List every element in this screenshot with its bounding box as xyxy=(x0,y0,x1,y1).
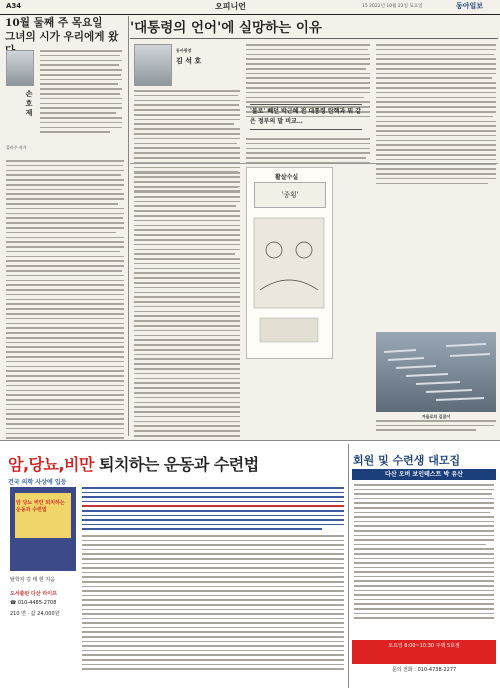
left-column-body xyxy=(40,50,122,136)
fish-photo xyxy=(376,332,496,412)
newspaper-logo: 동아일보 xyxy=(456,1,484,10)
author-role: 콜라주 작가 xyxy=(6,145,27,150)
section-name: 오피니언 xyxy=(215,2,246,11)
ad-divider xyxy=(348,444,349,688)
ad-topline xyxy=(4,444,344,450)
author-name: 손 호 제 xyxy=(25,90,34,116)
left-column-title-2: 그녀의 시가 우리에게 왔 xyxy=(5,31,119,43)
main-body-col3 xyxy=(376,44,496,187)
column-divider xyxy=(128,16,129,436)
ad-headline xyxy=(8,452,259,475)
page-number: A34 xyxy=(6,2,22,10)
writer-affiliation: 동아광장 xyxy=(176,48,192,53)
photo-body xyxy=(376,420,496,434)
ad-right-cta: 토요일 8:00~10:30 주택 5호점 xyxy=(352,640,496,664)
issue-date: 15 2022년 10월 22일 토요일 xyxy=(362,4,423,9)
photo-caption: 겨울로의 길잡이 xyxy=(421,414,451,419)
ad-right-phone: 문의 전화 : 010-4738-2277 xyxy=(391,667,457,673)
ad-right-subtitle: 다산 오버 보인테스트 박 유산 xyxy=(352,469,496,480)
writer-name: 김 석 호 xyxy=(176,56,202,65)
writer-photo xyxy=(134,44,172,86)
headline-rule xyxy=(130,38,498,39)
ad-author: 탈학지 김 태 현 지음 xyxy=(10,577,55,583)
ad-subline: 건국 의학 사상에 입등 xyxy=(8,479,67,486)
ad-phone: ☎ 010-4485-2708 xyxy=(10,600,57,606)
left-column-title-1: 10월 둘째 주 목요일 xyxy=(5,17,103,29)
ad-price: 210 면 · 값 24,000원 xyxy=(10,611,60,617)
ad-headline-black: 퇴치하는 운동과 수련법 xyxy=(93,455,259,474)
section-rule xyxy=(130,163,498,164)
main-headline: '대통령의 언어'에 실망하는 이유 xyxy=(130,20,322,36)
ad-body-text xyxy=(82,487,344,533)
cartoon-illustration xyxy=(250,210,328,350)
pullquote: '불로' 빼던 박근혜 전 대통령 탄핵과 뭐 같은 정부의 말 비교… xyxy=(250,104,362,130)
ad-right-title: 회원 및 수련생 대모집 xyxy=(353,454,461,467)
ad-book-title: 암 당뇨 비만 퇴치하는 운동과 수련법 xyxy=(16,500,65,513)
author-photo xyxy=(6,50,34,86)
page-header xyxy=(0,0,500,15)
cartoon-title: 활살수실 xyxy=(275,174,299,181)
ad-body-text-lower xyxy=(82,535,344,687)
ad-headline-red: 암,당뇨,비만 xyxy=(8,455,94,474)
cartoon-caption: '종횡' xyxy=(254,182,326,208)
ad-right-body xyxy=(354,484,494,622)
ad-publisher: 도서출판 다산 라이프 xyxy=(10,591,57,597)
